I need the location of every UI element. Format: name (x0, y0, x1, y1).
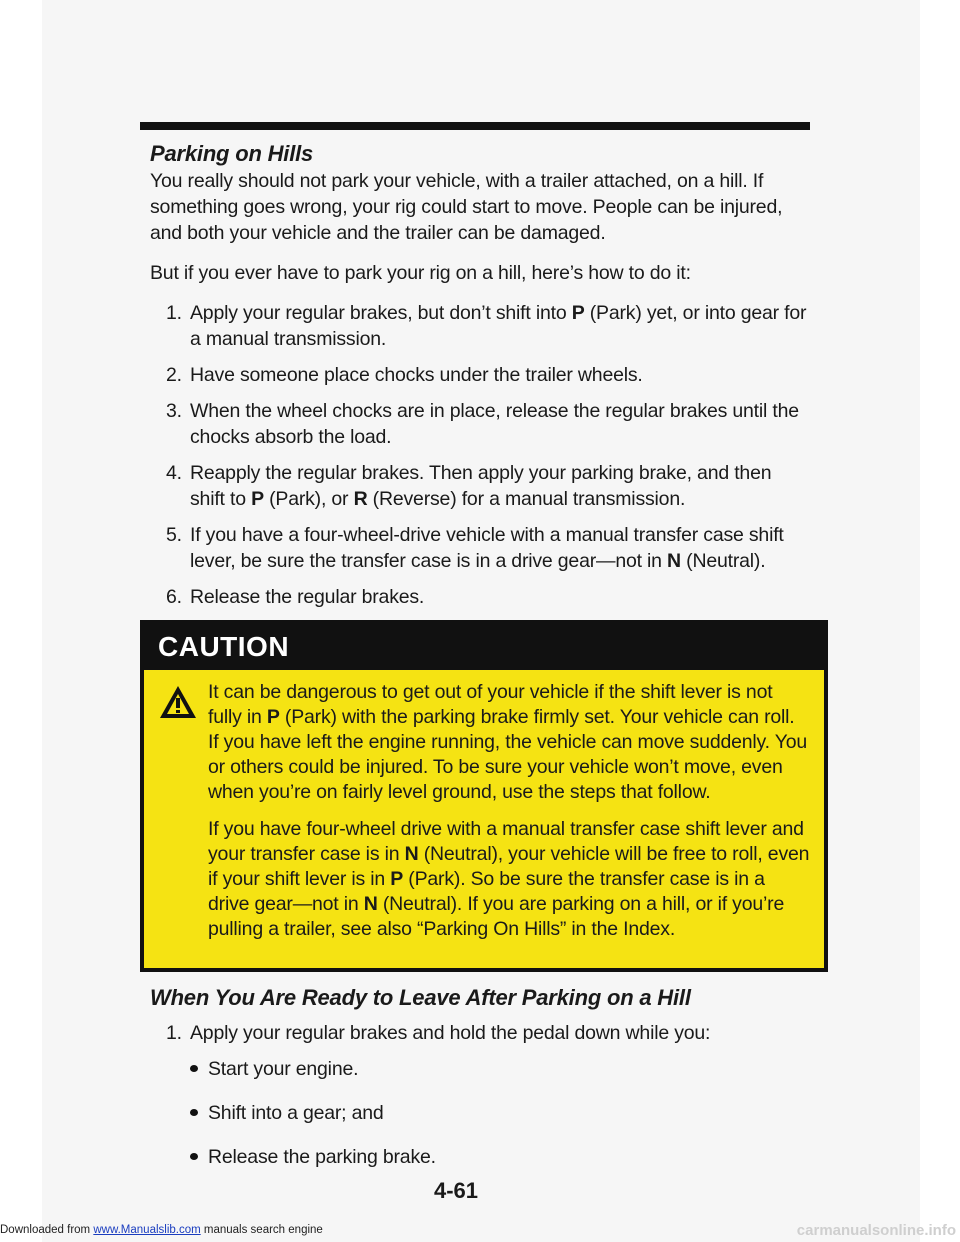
bullet-icon (190, 1065, 198, 1072)
parking-steps-list (150, 300, 810, 610)
watermark: carmanualsonline.info (796, 1222, 956, 1239)
bullet-icon (190, 1109, 198, 1116)
step-number: 6. (166, 586, 182, 608)
leave-section-title: When You Are Ready to Leave After Parking on a Hill (150, 985, 691, 1010)
manualslib-link[interactable]: www.Manualslib.com (93, 1224, 201, 1236)
text-run: If you have four-wheel drive with a manual transfer case shift lever and your transfer case is in (208, 818, 804, 865)
gear-letter: R (353, 488, 368, 510)
bullet-text: Start your engine. (208, 1058, 359, 1080)
footer-suffix: manuals search engine (200, 1224, 323, 1236)
warning-triangle-icon (158, 684, 208, 730)
step-number: 2. (166, 364, 182, 386)
gear-letter: N (363, 893, 378, 915)
text-run: (Neutral). (680, 550, 766, 572)
step-text (190, 586, 424, 608)
step-text (190, 364, 643, 386)
step-text (190, 462, 771, 510)
caution-paragraph (208, 730, 810, 805)
caution-body (144, 670, 824, 968)
text-run: It can be dangerous to get out of your vehicle if the shift lever is not fully in (208, 681, 773, 728)
bullet-text: Shift into a gear; and (208, 1102, 384, 1124)
list-item (150, 300, 810, 352)
step-text (190, 524, 784, 572)
gear-letter: P (266, 706, 280, 728)
text-run: (Park). So be sure the transfer case is in a drive gear—not in (208, 868, 765, 915)
text-run: If you have left the engine running, the vehicle can move suddenly. You or others could be injured. To be sure your vehicle won’t move, even when you’re on fairly level ground, use the steps that follow. (208, 731, 808, 803)
footer-prefix: Downloaded from (0, 1224, 94, 1236)
caution-box (140, 620, 828, 972)
text-run: Apply your regular brakes, but don’t shift into (190, 302, 572, 324)
text-run: If you have a four-wheel-drive vehicle with a manual transfer case shift lever, be sure the transfer case is in a drive gear—not in (190, 524, 784, 572)
text-run: When the wheel chocks are in place, release the regular brakes until the chocks absorb the load. (190, 400, 799, 448)
step-number: 1. (166, 302, 182, 324)
list-item (150, 460, 810, 512)
bullet-icon (190, 1153, 198, 1160)
gear-letter: P (390, 868, 404, 890)
text-run: (Neutral). If you are parking on a hill, or if you’re pulling a trailer, see also “Parking On Hills” in the Index. (208, 893, 785, 940)
caution-first-row (158, 680, 810, 730)
gear-letter: N (667, 550, 681, 572)
step-number: 1. (166, 1022, 182, 1044)
step-text: Apply your regular brakes and hold the pedal down while you: (190, 1022, 711, 1044)
leave-steps-list (150, 1020, 810, 1046)
intro-paragraph: You really should not park your vehicle, with a trailer attached, on a hill. If something goes wrong, your rig could start to move. People can be injured, and both your vehicle and the trailer can be damaged. (150, 170, 783, 244)
gear-letter: P (571, 302, 585, 324)
text-run: (Park), or (263, 488, 354, 510)
step-text (190, 302, 806, 350)
step-number: 4. (166, 462, 182, 484)
download-footer (0, 1224, 323, 1236)
list-item (150, 522, 810, 574)
leave-bullets-list (150, 1056, 810, 1170)
text-run: Have someone place chocks under the trailer wheels. (190, 364, 643, 386)
page-number: 4-61 (434, 1178, 479, 1203)
bullet-text: Release the parking brake. (208, 1146, 436, 1168)
gear-letter: N (404, 843, 419, 865)
text-run: (Neutral), your vehicle will be free to roll, even if your shift lever is in (208, 843, 810, 890)
top-rule (140, 122, 810, 130)
gear-letter: P (251, 488, 264, 510)
step-text (190, 400, 799, 448)
section-title: Parking on Hills (150, 141, 314, 166)
list-item (150, 362, 810, 388)
text-run: Release the regular brakes. (190, 586, 425, 608)
list-item (150, 1020, 810, 1046)
list-item (190, 1056, 810, 1082)
caution-header: CAUTION (144, 624, 824, 670)
page-content (150, 140, 810, 1188)
text-run: Reapply the regular brakes. Then apply your parking brake, and then shift to (190, 462, 772, 510)
list-item (190, 1100, 810, 1126)
step-number: 3. (166, 400, 182, 422)
lead-in-paragraph: But if you ever have to park your rig on a hill, here’s how to do it: (150, 262, 691, 284)
step-number: 5. (166, 524, 182, 546)
list-item (190, 1144, 810, 1170)
list-item (150, 584, 810, 610)
caution-paragraph (208, 680, 810, 730)
caution-paragraph (208, 817, 810, 942)
list-item (150, 398, 810, 450)
text-run: (Reverse) for a manual transmission. (367, 488, 686, 510)
text-run: (Park) yet, or into gear for a manual transmission. (190, 302, 807, 350)
text-run: (Park) with the parking brake firmly set. Your vehicle can roll. (279, 706, 795, 728)
